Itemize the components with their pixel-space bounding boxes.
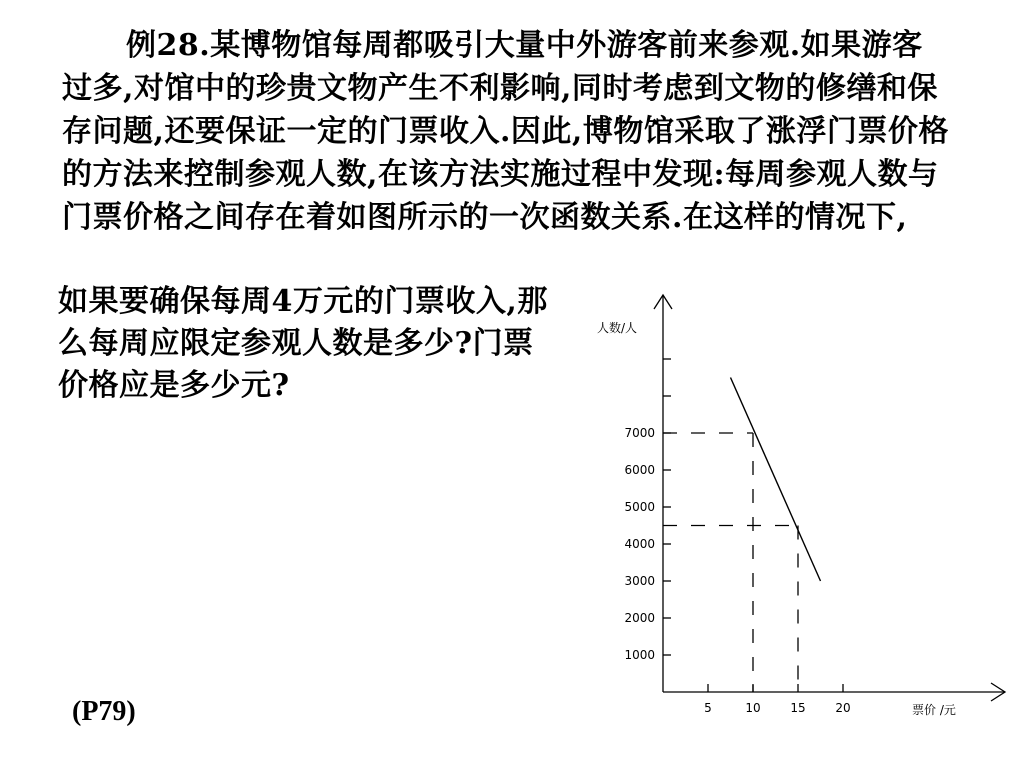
page-reference: (P79) <box>72 696 136 727</box>
problem-statement: 例28.某博物馆每周都吸引大量中外游客前来参观.如果游客过多,对馆中的珍贵文物产生不利影响,同时考虑到文物的修缮和保存问题,还要保证一定的门票收入.因此,博物馆采取了涨浮门票价格的方法来控制参观人数,在该方法实施过程中发现:每周参观人数与门票价格之间存在着如图所示的一次函数关系.在这样的情况下, <box>62 28 949 235</box>
chart-ticks <box>624 359 850 715</box>
y-tick-label: 6000 <box>624 463 655 477</box>
x-tick-label: 10 <box>745 701 761 715</box>
y-tick-label: 5000 <box>624 500 655 514</box>
y-tick-label: 4000 <box>624 537 655 551</box>
chart-axes <box>654 295 1005 701</box>
y-axis-label: 人数/人 <box>597 321 638 335</box>
x-axis-label: 票价 /元 <box>912 703 956 717</box>
y-tick-label: 2000 <box>624 611 655 625</box>
chart-series <box>731 378 821 582</box>
y-tick-label: 1000 <box>624 648 655 662</box>
question-text: 如果要确保每周4万元的门票收入,那么每周应限定参观人数是多少?门票价格应是多少元? <box>58 284 548 403</box>
x-tick-label: 20 <box>835 701 851 715</box>
x-tick-label: 5 <box>704 701 712 715</box>
demand-line <box>731 378 821 582</box>
y-tick-label: 3000 <box>624 574 655 588</box>
chart-guide-lines <box>663 433 798 692</box>
y-tick-label: 7000 <box>624 426 655 440</box>
x-tick-label: 15 <box>790 701 806 715</box>
